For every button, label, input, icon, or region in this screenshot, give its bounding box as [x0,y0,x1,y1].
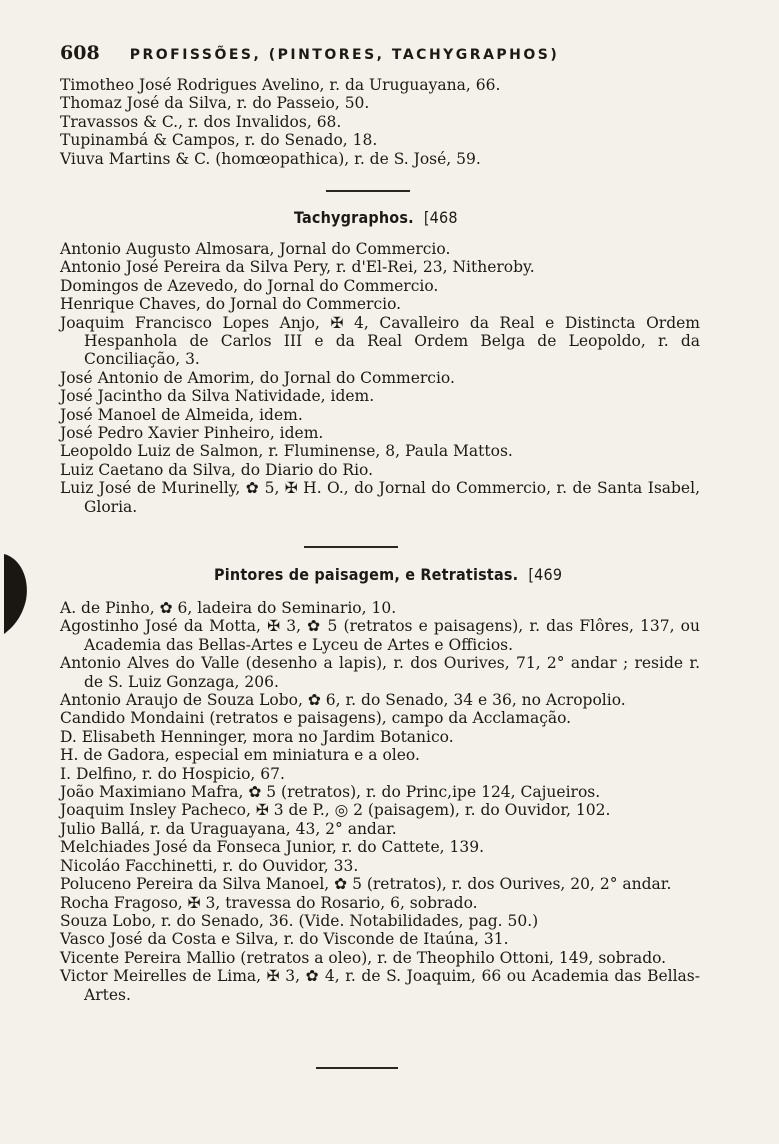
list-item: João Maximiano Mafra, ✿ 5 (retratos), r. do Princ,ipe 124, Cajueiros. [60,783,601,802]
section-count: [469 [528,565,563,584]
page-header [60,42,710,66]
section-count: [468 [423,208,458,227]
tachygraphos-list [60,240,700,516]
list-item: Antonio Alves do Valle (desenho a lapis), r. dos Ourives, 71, 2° andar ; reside r. de S. Luiz Gonzaga, 206. [60,654,700,691]
list-item: Souza Lobo, r. do Senado, 36. (Vide. Notabilidades, pag. 50.) [60,911,539,930]
section-title-pintores-paisagem [214,565,562,584]
list-item: Poluceno Pereira da Silva Manoel, ✿ 5 (retratos), r. dos Ourives, 20, 2° andar. [60,875,672,894]
list-item: Luiz José de Murinelly, ✿ 5, ✠ H. O., do Jornal do Commercio, r. de Santa Isabel, Gloria. [60,479,700,516]
list-item: Domingos de Azevedo, do Jornal do Commercio. [60,276,439,295]
list-item: Viuva Martins & C. (homœopathica), r. de S. José, 59. [60,149,481,168]
list-item: Joaquim Insley Pacheco, ✠ 3 de P., ◎ 2 (paisagem), r. do Ouvidor, 102. [60,801,611,820]
list-item: Melchiades José da Fonseca Junior, r. do Cattete, 139. [60,838,484,857]
section-divider [316,1067,398,1069]
section-title-tachygraphos [294,208,458,227]
section-divider [304,546,398,548]
list-item: José Antonio de Amorim, do Jornal do Commercio. [60,368,455,387]
list-item: Vasco José da Costa e Silva, r. do Visconde de Itaúna, 31. [60,930,509,949]
list-item: I. Delfino, r. do Hospicio, 67. [60,764,285,783]
list-item: Joaquim Francisco Lopes Anjo, ✠ 4, Cavalleiro da Real e Distincta Ordem Hespanhola de Carlos III e da Real Ordem Belga de Leopoldo, r. da Conciliação, 3. [60,313,700,369]
list-item: José Pedro Xavier Pinheiro, idem. [60,424,324,443]
list-item: Thomaz José da Silva, r. do Passeio, 50. [60,94,370,113]
pintores-paisagem-list [60,599,700,1004]
list-item: Henrique Chaves, do Jornal do Commercio. [60,295,402,314]
list-item: Agostinho José da Motta, ✠ 3, ✿ 5 (retratos e paisagens), r. das Flôres, 137, ou Academia das Bellas-Artes e Lyceu de Artes e Officios. [60,617,700,654]
pintores-tail-list [60,76,700,168]
section-divider [326,190,410,192]
list-item: Antonio Araujo de Souza Lobo, ✿ 6, r. do Senado, 34 e 36, no Acropolio. [60,691,626,710]
list-item: Leopoldo Luiz de Salmon, r. Fluminense, 8, Paula Mattos. [60,442,513,461]
list-item: Rocha Fragoso, ✠ 3, travessa do Rosario, 6, sobrado. [60,893,478,912]
list-item: José Jacintho da Silva Natividade, idem. [60,387,375,406]
binding-edge-mark [0,548,34,638]
list-item: José Manoel de Almeida, idem. [60,405,303,424]
list-item: Travassos & C., r. dos Invalidos, 68. [60,112,342,131]
list-item: A. de Pinho, ✿ 6, ladeira do Seminario, 10. [60,599,397,617]
list-item: Candido Mondaini (retratos e paisagens), campo da Acclamação. [60,709,572,728]
list-item: Tupinambá & Campos, r. do Senado, 18. [60,131,378,150]
list-item: Victor Meirelles de Lima, ✠ 3, ✿ 4, r. de S. Joaquim, 66 ou Academia das Bellas-Artes. [60,967,700,1004]
list-item: Antonio José Pereira da Silva Pery, r. d'El-Rei, 23, Nitheroby. [60,258,535,277]
list-item: H. de Gadora, especial em miniatura e a oleo. [60,746,420,765]
list-item: Vicente Pereira Mallio (retratos a oleo), r. de Theophilo Ottoni, 149, sobrado. [60,948,667,967]
list-item: Antonio Augusto Almosara, Jornal do Commercio. [60,240,451,258]
list-item: D. Elisabeth Henninger, mora no Jardim Botanico. [60,727,454,746]
list-item: Nicoláo Facchinetti, r. do Ouvidor, 33. [60,856,359,875]
section-title-text: Pintores de paisagem, e Retratistas. [214,565,519,584]
page-number: 608 [60,42,100,64]
list-item: Julio Ballá, r. da Uraguayana, 43, 2° andar. [60,819,397,838]
section-title-text: Tachygraphos. [294,208,414,227]
running-title: PROFISSÕES, (PINTORES, TACHYGRAPHOS) [129,47,560,63]
list-item: Luiz Caetano da Silva, do Diario do Rio. [60,460,374,479]
list-item: Timotheo José Rodrigues Avelino, r. da Uruguayana, 66. [60,76,501,94]
